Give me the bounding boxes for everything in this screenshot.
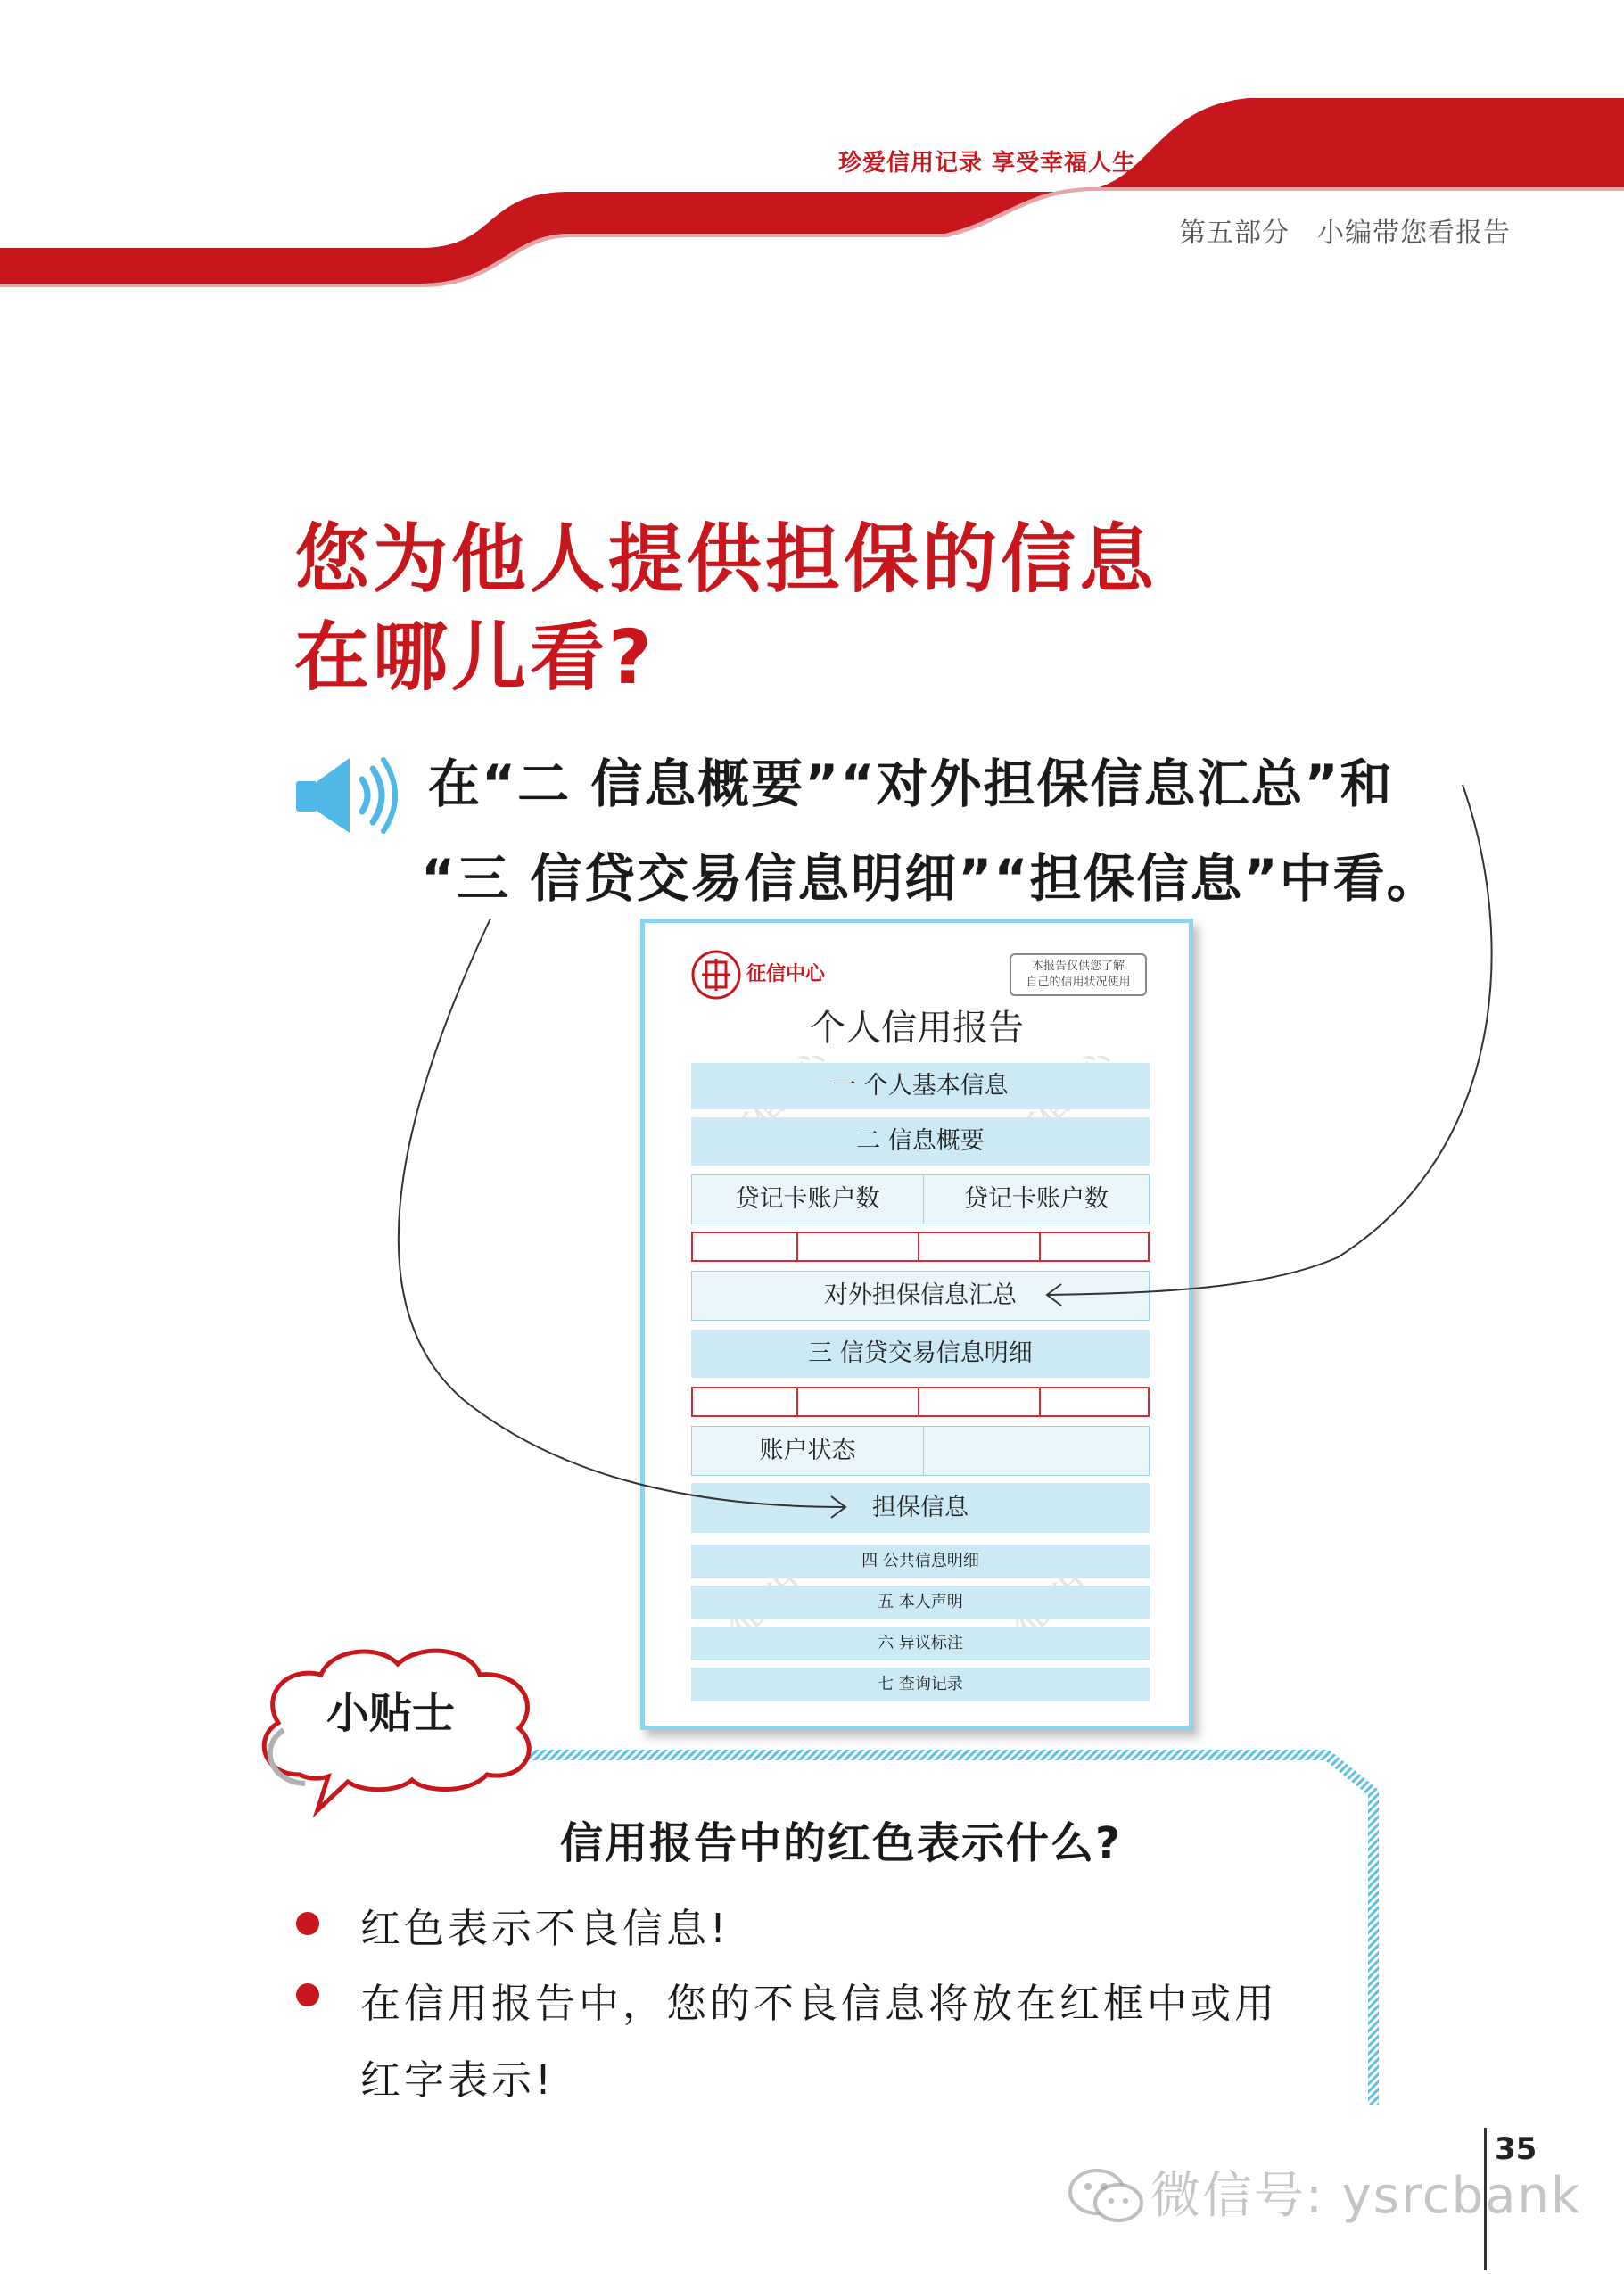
report-section-1: 一 个人基本信息 bbox=[691, 1063, 1150, 1109]
wechat-icon bbox=[1067, 2167, 1145, 2224]
guarantee-summary-row: 对外担保信息汇总 bbox=[691, 1271, 1150, 1321]
disclaimer-line1: 本报告仅供您了解 bbox=[1031, 960, 1125, 973]
answer-line2: “三 信贷交易信息明细”“担保信息”中看。 bbox=[421, 848, 1440, 909]
page-heading-line2: 在哪儿看? bbox=[294, 614, 655, 701]
page-heading-line1: 您为他人提供担保的信息 bbox=[294, 515, 1158, 603]
header-band bbox=[0, 0, 1624, 294]
tip-bullet-2: 在信用报告中，您的不良信息将放在红框中或用 bbox=[360, 1980, 1279, 2027]
red-bordered-row bbox=[691, 1387, 1150, 1417]
report-section-2: 二 信息概要 bbox=[691, 1117, 1150, 1166]
report-section-7: 七 查询记录 bbox=[691, 1668, 1150, 1701]
page-number: 35 bbox=[1495, 2131, 1537, 2167]
disclaimer-line2: 自己的信用状况使用 bbox=[1026, 976, 1131, 989]
bullet-dot bbox=[296, 1983, 319, 2006]
account-status-label: 账户状态 bbox=[692, 1427, 924, 1475]
bullet-dot bbox=[296, 1912, 319, 1935]
report-section-5: 五 本人声明 bbox=[691, 1586, 1150, 1619]
header-tagline: 珍爱信用记录 享受幸福人生 bbox=[838, 150, 1137, 177]
credit-center-logo-text: 征信中心 bbox=[746, 962, 826, 985]
report-section-4: 四 公共信息明细 bbox=[691, 1545, 1150, 1578]
credit-center-logo-icon bbox=[691, 950, 741, 1000]
account-status-row bbox=[691, 1426, 1150, 1476]
speaker-icon bbox=[293, 751, 398, 840]
guarantee-info-row: 担保信息 bbox=[691, 1483, 1150, 1533]
report-section-6: 六 异议标注 bbox=[691, 1627, 1150, 1660]
answer-line1: 在“二 信息概要”“对外担保信息汇总”和 bbox=[428, 754, 1394, 814]
account-count-cell-a: 贷记卡账户数 bbox=[692, 1175, 924, 1224]
tip-bullet-1: 红色表示不良信息! bbox=[360, 1905, 730, 1952]
tip-label: 小贴士 bbox=[326, 1688, 456, 1738]
section-title: 第五部分 小编带您看报告 bbox=[1179, 218, 1511, 249]
report-section-3: 三 信贷交易信息明细 bbox=[691, 1330, 1150, 1378]
tip-bullet-2-cont: 红字表示! bbox=[360, 2056, 556, 2104]
report-title: 个人信用报告 bbox=[810, 1008, 1024, 1049]
report-disclaimer bbox=[1010, 953, 1147, 996]
footer-watermark: 微信号: ysrcbank bbox=[1150, 2167, 1582, 2225]
account-count-cell-b: 贷记卡账户数 bbox=[964, 1185, 1109, 1213]
credit-report-illustration bbox=[640, 919, 1193, 1730]
account-count-row bbox=[691, 1174, 1150, 1224]
red-bordered-row bbox=[691, 1232, 1150, 1262]
tip-question: 信用报告中的红色表示什么? bbox=[560, 1818, 1122, 1868]
